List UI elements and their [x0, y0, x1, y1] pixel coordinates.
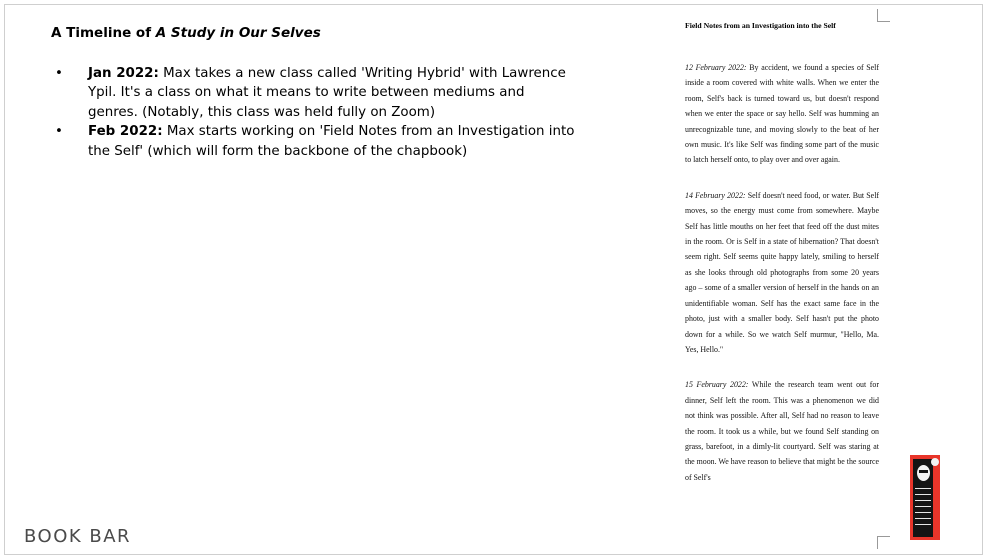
cover-face-illustration [917, 465, 930, 481]
field-notes-entries [685, 60, 879, 505]
title-book-name: A Study in Our Selves [155, 25, 321, 41]
field-note-entry [685, 377, 879, 485]
page-corner-mark-bottom [877, 536, 890, 549]
timeline-text: Max takes a new class called 'Writing Hybrid' with Lawrence Ypil. It's a class on what it means to write between mediums and genres. (Notably, this class was held fully on Zoom) [88, 66, 566, 120]
chapbook-cover-image [910, 455, 940, 540]
timeline-date: Jan 2022: [88, 66, 159, 81]
entry-text: While the research team went out for dinner, Self left the room. This was a phenomenon we did not think was possible. After all, Self had no reason to leave the room. It took us a while, but we found Self standing on grass, barefoot, in a dimly-lit courtyard. Self was staring at the moon. We have reason to believe that might be the source of Self's [685, 380, 880, 482]
cover-glasses [919, 470, 928, 473]
page-corner-mark-top [877, 9, 890, 22]
entry-date: 12 February 2022: [685, 63, 747, 72]
cover-badge [931, 458, 939, 466]
timeline-item-feb-2022 [55, 122, 575, 161]
bullet-marker: • [55, 66, 63, 81]
entry-date: 15 February 2022: [685, 380, 749, 390]
field-note-entry [685, 188, 879, 357]
title-prefix: A Timeline of [51, 25, 156, 41]
entry-date: 14 February 2022: [685, 190, 746, 200]
timeline-text: Max starts working on 'Field Notes from an Investigation into the Self' (which will form the backbone of the chapbook) [88, 124, 575, 159]
timeline-date: Feb 2022: [88, 124, 163, 140]
timeline-list [55, 64, 575, 161]
entry-text: By accident, we found a species of Self inside a room covered with white walls. When we enter the room, Self's back is turned toward us, but doesn't respond when we enter the space or say hello. Self was humming an unrecognizable tune, and moving slowly to the beat of her own music. It's like Self was finding some part of the music to latch herself onto, to play over and over again. [685, 63, 880, 165]
bullet-marker: • [55, 124, 63, 140]
field-note-entry [685, 60, 879, 168]
field-notes-title: Field Notes from an Investigation into the Self [685, 21, 836, 30]
timeline-item-jan-2022 [55, 64, 575, 122]
entry-text: Self doesn't need food, or water. But Self moves, so the energy must come from somewhere. Maybe Self has little mouths on her feet that feed off the dust mites in the room. Or is Self in a state of hibernation? That doesn't seem right. Self seems quite happy lately, smiling to herself as she looks through old photographs from some 20 years ago – some of a smaller version of herself in the hands on an unidentifiable woman. Self has the exact same face in the photo, just with a smaller body. Self hasn't put the photo down for a while. So we watch Self murmur, "Hello, Ma. Yes, Hello." [685, 190, 880, 354]
book-bar-logo: BOOK BAR [24, 526, 132, 547]
slide-title [51, 25, 321, 41]
field-notes-page [672, 8, 888, 548]
cover-handwriting [915, 488, 931, 530]
